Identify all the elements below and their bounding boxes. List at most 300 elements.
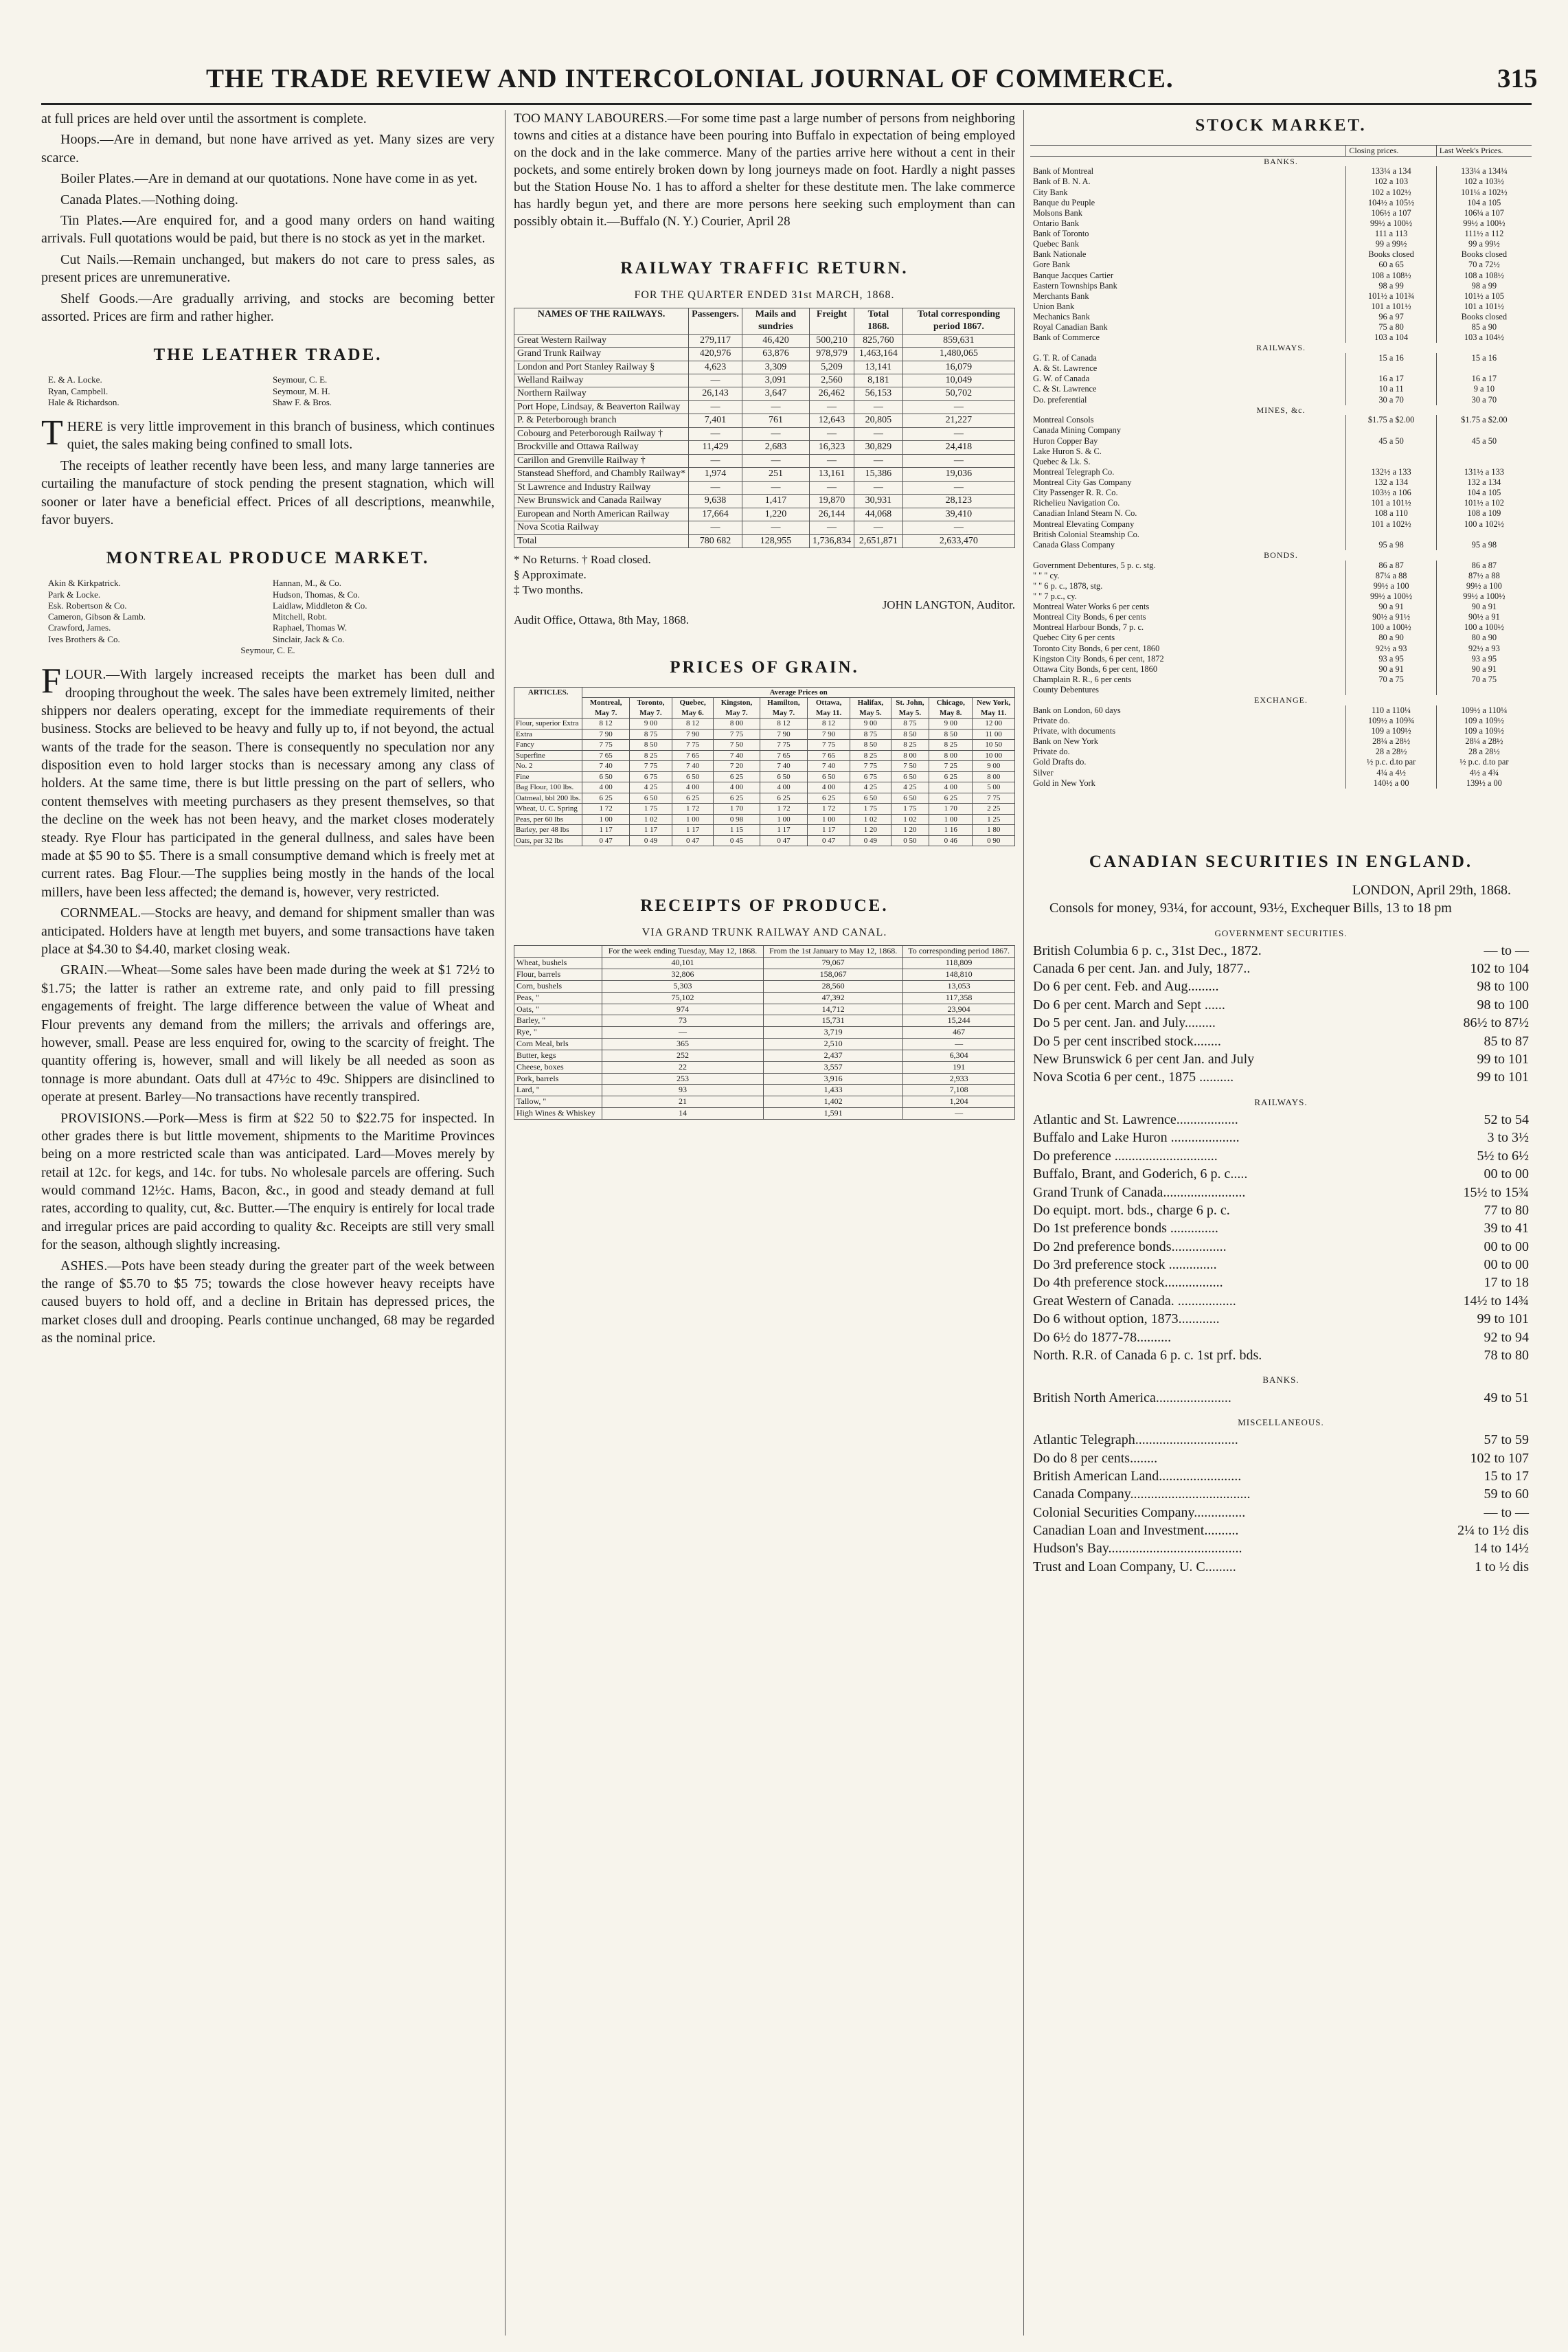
table-cell: 4 00 [760,782,807,793]
table-cell: 3,719 [763,1027,902,1039]
last-week-price: Books closed [1461,249,1508,260]
last-week-price: 95 a 98 [1471,539,1497,550]
table-cell: — [689,374,742,387]
leather-firms [48,374,488,408]
table-cell: — [742,454,809,467]
table-cell: 6 75 [629,771,672,782]
last-week-price: 4½ a 4¾ [1469,767,1499,778]
table-row [514,468,1015,481]
last-week-price: 90 a 91 [1471,664,1497,674]
price-range: 98 to 100 [1477,997,1529,1013]
article-name: Bag Flour, 100 lbs. [514,782,582,793]
last-week-price: 99½ a 100 [1466,580,1502,591]
table-cell: 4 00 [929,782,973,793]
table-row [1030,1201,1532,1219]
table-cell: 13,141 [854,361,902,374]
last-week-price: 16 a 17 [1471,374,1497,384]
table-row [1030,1504,1532,1522]
table-cell: 12,643 [809,414,854,427]
table-cell: 1 72 [808,804,850,815]
table-row [1030,508,1532,519]
table-row [1030,302,1532,312]
table-cell: 6 25 [929,793,973,804]
table-row [1030,602,1532,612]
table-row [1030,675,1532,685]
col-header: Total 1868. [854,308,902,334]
stock-name: Molsons Bank [1030,208,1346,218]
last-week-price: 108 a 108½ [1464,270,1504,280]
price-range: 102 to 107 [1470,1450,1529,1466]
table-cell: — [742,481,809,494]
paragraph: Tin Plates.—Are enquired for, and a good many orders on hand waiting arrivals. Full quotations would be paid, but there is no stock as yet in the market. [41,212,495,247]
closing-price: 75 a 80 [1346,322,1436,332]
table-row [514,1004,1015,1015]
table-cell: 8,181 [854,374,902,387]
table-row [1030,1032,1532,1050]
price-range: 15 to 17 [1484,1468,1529,1484]
table-cell: 7 75 [808,740,850,751]
stock-name: Canada Glass Company [1030,540,1346,550]
article-name: Fine [514,771,582,782]
table-row [1030,1147,1532,1165]
last-week-price: 104 a 105 [1467,488,1501,498]
table-cell: 1 00 [929,814,973,825]
table-cell: 2,933 [903,1073,1015,1085]
table-cell: 44,068 [854,508,902,521]
price-range: 15½ to 15¾ [1463,1184,1529,1200]
article-name: Oatmeal, bbl 200 lbs. [514,793,582,804]
price-range: 14½ to 14¾ [1463,1293,1529,1309]
produce-name: Cheese, boxes [514,1061,602,1073]
stock-name: A. & St. Lawrence [1030,363,1346,374]
firm-name: Ryan, Campbell. [48,385,109,396]
table-row [1030,198,1532,208]
paragraph: The receipts of leather recently have been less, and many large tanneries are curtailing the manufacture of stock pending the present stagnation, which will sooner or later have a beneficial effect. Prices of all descriptions, meanwhile, favor buyers. [41,457,495,528]
table-cell: 9,638 [689,495,742,508]
produce-name: Corn, bushels [514,980,602,992]
stock-name: " " 7 p.c., cy. [1030,591,1346,602]
table-row [1030,1014,1532,1032]
table-cell: 1 20 [891,825,929,836]
closing-price: 101 a 102½ [1346,519,1436,530]
closing-price: 101 a 101½ [1346,302,1436,312]
table-row [514,980,1015,992]
security-name: Do preference .............................. [1033,1148,1218,1164]
last-week-price: 109½ a 110¼ [1461,705,1508,715]
table-cell: 279,117 [689,334,742,347]
closing-price [1346,363,1436,374]
firm-name: Park & Locke. [48,589,101,600]
table-cell: 1,974 [689,468,742,481]
security-name: Nova Scotia 6 per cent., 1875 .......... [1033,1070,1234,1085]
table-cell: 8 12 [760,719,807,730]
article-name: No. 2 [514,761,582,772]
closing-price: 70 a 75 [1346,675,1436,685]
col-header: ARTICLES. [514,687,582,719]
table-cell: 1 25 [973,814,1015,825]
stock-name: Bank of Commerce [1030,332,1346,343]
table-cell: 4 00 [808,782,850,793]
stock-name: " " 6 p. c., 1878, stg. [1030,581,1346,591]
closing-price: 28¼ a 28½ [1346,736,1436,747]
table-row [1030,768,1532,778]
table-row [1030,1389,1532,1407]
stock-name: Montreal Telegraph Co. [1030,467,1346,477]
article-name: Fancy [514,740,582,751]
table-cell: — [902,481,1014,494]
price-range: 00 to 00 [1484,1239,1529,1254]
table-row [1030,977,1532,995]
stock-name: Bank on London, 60 days [1030,705,1346,716]
security-name: Atlantic Telegraph.............................. [1033,1432,1238,1448]
price-range: 00 to 00 [1484,1166,1529,1182]
table-row [1030,664,1532,675]
stock-name: Montreal City Gas Company [1030,477,1346,488]
article-name: Peas, per 60 lbs [514,814,582,825]
table-cell: — [854,400,902,414]
stock-name: Merchants Bank [1030,291,1346,302]
security-name: Do 6½ do 1877-78.......... [1033,1329,1172,1345]
produce-name: Oats, " [514,1004,602,1015]
last-week-price: 101½ a 102 [1464,498,1504,508]
last-week-price: 30 a 70 [1471,394,1497,405]
stock-name: British Colonial Steamship Co. [1030,530,1346,540]
table-cell: 117,358 [903,992,1015,1004]
railway-name: Total [514,534,689,547]
footnote: * No Returns. † Road closed. [514,553,651,567]
table-cell: 6 25 [672,793,714,804]
table-row [1030,218,1532,229]
table-cell: 2,683 [742,441,809,454]
table-row [1030,229,1532,239]
table-cell: — [809,427,854,440]
col-header [1030,146,1346,157]
table-row [1030,260,1532,270]
journal-title: THE TRADE REVIEW AND INTERCOLONIAL JOURNAL OF COMMERCE. [206,64,1174,93]
security-name: Canada 6 per cent. Jan. and July, 1877.. [1033,961,1251,977]
stock-name: Canada Mining Company [1030,425,1346,436]
col-header [514,946,602,958]
table-row [1030,322,1532,332]
table-cell: 2,560 [809,374,854,387]
stock-name: Montreal Water Works 6 per cents [1030,602,1346,612]
last-week-price: 93 a 95 [1471,653,1497,664]
col-header: Last Week's Prices. [1436,146,1532,157]
table-cell: — [854,454,902,467]
security-name: Do do 8 per cents........ [1033,1450,1158,1466]
table-cell: — [689,521,742,534]
table-cell: 7 65 [582,750,630,761]
table-cell: 825,760 [854,334,902,347]
table-cell: 7 75 [582,740,630,751]
table-cell: 7 40 [582,761,630,772]
table-cell: 6 25 [808,793,850,804]
firm-name: Mitchell, Robt. [273,611,328,622]
table-cell: 4 00 [582,782,630,793]
table-row [1030,467,1532,477]
table-row [1030,395,1532,405]
closing-price: 90 a 91 [1346,602,1436,612]
closing-price: 101½ a 101¾ [1346,291,1436,302]
paragraph: GRAIN.—Wheat—Some sales have been made during the week at $1 72½ to $1.75; the latter is rather an extreme rate, and only paid to fill pressing engagements of freight. The large difference between the value of Wheat and Flour prevents any demand from the millers; the arrivals and offerings are, however, small. Pease are less enquired for, owing to the scarcity of freight. The quantity offering is, however, small and will likely be all needed as soon as tonnage is more abundant. Oats dull at 47½c to 49c. Shippers are disinclined to operate at present. Barley—No transactions have recently transpired. [41,962,495,1105]
security-name: Do 2nd preference bonds................ [1033,1239,1227,1254]
table-cell: 1 75 [891,804,929,815]
stock-name: County Debentures [1030,685,1346,695]
table-cell: 47,392 [763,992,902,1004]
table-cell: 16,323 [809,441,854,454]
table-cell: 30,829 [854,441,902,454]
firm-name: E. & A. Locke. [48,374,102,385]
table-row [1030,1346,1532,1364]
security-name: Grand Trunk of Canada........................ [1033,1184,1246,1200]
stock-name: G. W. of Canada [1030,374,1346,384]
table-row [514,719,1015,730]
table-cell: 28,123 [902,495,1014,508]
last-week-price [1436,425,1532,436]
table-row [514,1073,1015,1085]
last-week-price: 101¼ a 102½ [1461,187,1508,197]
closing-price: 60 a 65 [1346,260,1436,270]
closing-price: 10 a 11 [1346,384,1436,394]
table-row [1030,436,1532,446]
stock-market-table [1030,145,1532,789]
page-number: 315 [1497,64,1538,93]
column-middle [514,110,1015,2336]
table-cell: 3,091 [742,374,809,387]
table-cell: 19,036 [902,468,1014,481]
stock-name: Eastern Townships Bank [1030,281,1346,291]
table-cell: 3,916 [763,1073,902,1085]
table-cell: — [742,521,809,534]
stock-name: Quebec City 6 per cents [1030,633,1346,643]
railway-name: New Brunswick and Canada Railway [514,495,689,508]
article-name: Barley, per 48 lbs [514,825,582,836]
table-row [1030,488,1532,498]
last-week-price: 108 a 109 [1467,508,1501,519]
table-row [1030,446,1532,457]
col-header: Passengers. [689,308,742,334]
closing-price [1346,446,1436,457]
price-range: 99 to 101 [1477,1070,1529,1085]
last-week-price: 98 a 99 [1471,280,1497,291]
table-row [514,1039,1015,1050]
table-cell: 252 [602,1050,763,1061]
closing-price [1346,457,1436,467]
table-cell: 974 [602,1004,763,1015]
table-cell: 1 02 [850,814,891,825]
table-row [1030,778,1532,789]
price-range: 1 to ½ dis [1475,1559,1529,1574]
firm-name: Hannan, M., & Co. [273,578,342,589]
table-cell: 4,623 [689,361,742,374]
firm-name: Sinclair, Jack & Co. [273,633,345,644]
stock-name: Champlain R. R., 6 per cents [1030,675,1346,685]
firm-name: Cameron, Gibson & Lamb. [48,611,146,622]
closing-price: 104½ a 105½ [1346,198,1436,208]
table-row [1030,312,1532,322]
table-row [1030,415,1532,425]
price-range: 99 to 101 [1477,1052,1529,1067]
last-week-price: 85 a 90 [1471,322,1497,332]
col-header: For the week ending Tuesday, May 12, 1868. [602,946,763,958]
table-cell: 7 65 [672,750,714,761]
railway-notes [514,552,1015,628]
table-row [1030,353,1532,363]
price-range: 59 to 60 [1484,1486,1529,1502]
table-cell: 73 [602,1015,763,1027]
table-cell: 6 50 [891,771,929,782]
table-cell: 7 75 [672,740,714,751]
table-row [1030,685,1532,695]
table-cell: 6 50 [672,771,714,782]
table-cell: 0 49 [629,835,672,846]
last-week-price: 80 a 90 [1471,633,1497,643]
last-week-price: 106¼ a 107 [1464,207,1504,218]
table-row [514,400,1015,414]
last-week-price: 99½ a 100½ [1463,591,1505,601]
table-cell: 1 00 [760,814,807,825]
produce-name: Tallow, " [514,1096,602,1108]
col-header: To corresponding period 1867. [903,946,1015,958]
firm-name: Seymour, C. E. [273,374,328,385]
table-row [1030,561,1532,571]
last-week-price: 101 a 101½ [1464,301,1504,311]
table-cell: — [902,521,1014,534]
last-week-price: 9 a 10 [1473,384,1495,394]
table-cell: — [854,427,902,440]
table-row [1030,654,1532,664]
table-cell: 1 17 [808,825,850,836]
closing-price: 103 a 104 [1346,332,1436,343]
table-row [1030,1129,1532,1146]
table-row [514,374,1015,387]
group-heading: GOVERNMENT SECURITIES. [1214,927,1348,938]
table-row [1030,249,1532,260]
produce-name: Barley, " [514,1015,602,1027]
closing-price: 15 a 16 [1346,353,1436,363]
col-header: Hamilton, May 7. [760,698,807,719]
category-label: BANKS. [1264,156,1298,166]
last-week-price: Books closed [1461,312,1508,321]
table-cell: 1 75 [850,804,891,815]
security-name: Do 4th preference stock................. [1033,1275,1223,1291]
table-row [1030,1238,1532,1256]
railway-name: Cobourg and Peterborough Railway † [514,427,689,440]
table-cell: 4 25 [850,782,891,793]
paragraph: FLOUR.—With largely increased receipts the market has been dull and drooping throughout the week. The sales have been extremely limited, neither shippers nor dealers operating, except for the immediate requirements of their business. Stocks are believed to be heavy and fully up to, if not beyond, the actual wants of the trade for the season. There is consequently no speculation nor any disposition even to hold larger stocks than is necessary among any class of holders. At the same time, there is but little pressing on the part of sellers, who content themselves with meeting purchasers as they present themselves, so that the decline on the week has not been heavy, and the market closes moderately steady. Rye Flour has participated in the general dullness, and sales have been made at $5 90 to $5. There is a small consumptive demand which is freely met at current rates. Bag Flour.—The supplies being mostly in the hands of the local millers, have been less affected; the demand is, however, very restricted. [41,662,495,900]
table-cell: 1 17 [582,825,630,836]
table-cell: 191 [903,1061,1015,1073]
table-cell: 7 90 [760,729,807,740]
closing-price: 30 a 70 [1346,395,1436,405]
table-row [1030,1539,1532,1557]
last-week-price [1436,530,1532,540]
table-cell: 1 17 [672,825,714,836]
table-cell: 3,557 [763,1061,902,1073]
table-row [1030,1328,1532,1346]
table-cell: — [809,454,854,467]
closing-price: 16 a 17 [1346,374,1436,384]
table-row [514,761,1015,772]
table-cell: 8 25 [629,750,672,761]
table-cell: 6 25 [714,771,760,782]
table-cell: 8 12 [582,719,630,730]
table-cell: 1 72 [672,804,714,815]
table-cell: 1,402 [763,1096,902,1108]
price-range: 52 to 54 [1484,1111,1529,1127]
closing-price: 132½ a 133 [1346,467,1436,477]
table-cell: 8 00 [973,771,1015,782]
table-cell: 21,227 [902,414,1014,427]
firm-name: Laidlaw, Middleton & Co. [273,600,367,611]
table-cell: 56,153 [854,387,902,400]
table-cell: 15,244 [903,1015,1015,1027]
firm-name: Ives Brothers & Co. [48,633,120,644]
railway-traffic-table [514,308,1015,548]
stock-name: Canadian Inland Steam N. Co. [1030,508,1346,519]
table-row [1030,271,1532,281]
column-divider [1023,110,1024,2336]
table-cell: 8 00 [929,750,973,761]
table-row [1030,571,1532,581]
table-cell: 6 25 [714,793,760,804]
table-row [1030,1165,1532,1183]
col-header: New York, May 11. [973,698,1015,719]
firm-name: Akin & Kirkpatrick. [48,578,121,589]
table-cell: 8 25 [929,740,973,751]
col-header: Quebec, May 6. [672,698,714,719]
col-header: Closing prices. [1346,146,1436,157]
table-cell: 1 00 [582,814,630,825]
last-week-price: 70 a 72½ [1468,260,1500,270]
table-row [514,495,1015,508]
table-row [514,793,1015,804]
security-name: British American Land........................ [1033,1468,1242,1484]
firm-name: Hale & Richardson. [48,396,120,407]
closing-price: Books closed [1346,249,1436,260]
table-cell: 9 00 [929,719,973,730]
table-cell: 3,309 [742,361,809,374]
security-name: Canadian Loan and Investment.......... [1033,1523,1239,1539]
price-range: 3 to 3½ [1487,1130,1529,1146]
table-cell: 1 16 [929,825,973,836]
table-cell: 0 47 [582,835,630,846]
table-row [514,835,1015,846]
railway-name: Port Hope, Lindsay, & Beaverton Railway [514,400,689,414]
table-row [514,427,1015,440]
table-cell: — [689,427,742,440]
category-row [1030,550,1532,561]
table-cell: 7 20 [714,761,760,772]
table-cell: 8 12 [672,719,714,730]
paragraph: Boiler Plates.—Are in demand at our quotations. None have come in as yet. [60,171,478,187]
table-row [1030,208,1532,218]
table-cell: — [809,400,854,414]
table-cell: 8 75 [850,729,891,740]
table-cell: 11,429 [689,441,742,454]
table-cell: 1,463,164 [854,348,902,361]
security-name: Do 6 per cent. Feb. and Aug......... [1033,979,1219,995]
table-cell: — [742,400,809,414]
last-week-price: 70 a 75 [1471,674,1497,684]
table-cell: 26,143 [689,387,742,400]
table-cell: 6 50 [582,771,630,782]
table-cell: 79,067 [763,958,902,969]
price-range: 98 to 100 [1477,979,1529,995]
article-name: Extra [514,729,582,740]
table-cell: 6 25 [929,771,973,782]
closing-price: 90 a 91 [1346,664,1436,675]
